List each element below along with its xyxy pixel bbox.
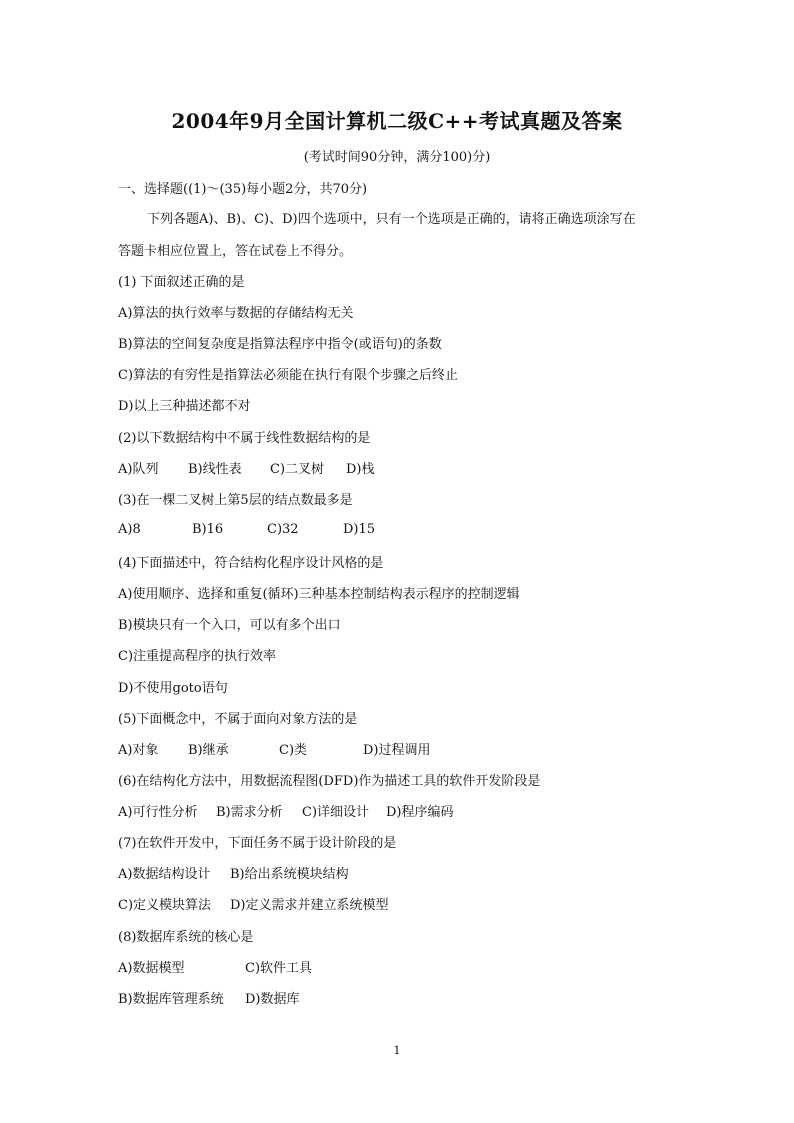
question-5-option-d: D)过程调用 — [363, 743, 431, 758]
question-5-options — [118, 739, 431, 758]
question-7-option-b: B)给出系统模块结构 — [230, 867, 349, 882]
question-5-option-b: B)继承 — [188, 743, 229, 758]
question-4-option-d: D)不使用goto语句 — [118, 681, 228, 696]
question-7-options-row-2 — [118, 894, 389, 913]
question-1-option-c: C)算法的有穷性是指算法必须能在执行有限个步骤之后终止 — [118, 368, 459, 383]
question-3-option-d: D)15 — [343, 522, 376, 537]
question-1-option-d: D)以上三种描述都不对 — [118, 399, 251, 414]
question-3-stem: (3)在一棵二叉树上第5层的结点数最多是 — [118, 493, 353, 508]
question-5-option-a: A)对象 — [118, 743, 159, 758]
question-7-stem: (7)在软件开发中，下面任务不属于设计阶段的是 — [118, 836, 397, 851]
question-7-options-row-1 — [118, 863, 349, 882]
question-5-stem: (5)下面概念中，不属于面向对象方法的是 — [118, 712, 358, 727]
question-8-stem: (8)数据库系统的核心是 — [118, 930, 254, 945]
question-3-option-c: C)32 — [267, 522, 299, 537]
question-1-option-a: A)算法的执行效率与数据的存储结构无关 — [118, 306, 354, 321]
question-6-options — [118, 801, 454, 820]
question-4-stem: (4)下面描述中，符合结构化程序设计风格的是 — [118, 556, 384, 571]
question-7-option-d: D)定义需求并建立系统模型 — [230, 898, 389, 913]
question-2-options — [118, 458, 375, 477]
question-3-options — [118, 522, 375, 537]
question-4-option-c: C)注重提高程序的执行效率 — [118, 649, 277, 664]
question-6-option-a: A)可行性分析 — [118, 805, 198, 820]
question-3-option-b: B)16 — [192, 522, 224, 537]
question-8-option-a: A)数据模型 — [118, 961, 185, 976]
question-6-option-b: B)需求分析 — [216, 805, 283, 820]
question-8-options-row-2 — [118, 988, 300, 1007]
question-3-option-a: A)8 — [118, 522, 141, 537]
question-5-option-c: C)类 — [279, 743, 308, 758]
question-6-option-c: C)详细设计 — [302, 805, 370, 820]
question-2-option-b: B)线性表 — [188, 462, 242, 477]
question-2-option-c: C)二叉树 — [270, 462, 325, 477]
question-2-option-d: D)栈 — [346, 462, 375, 477]
question-8-option-d: D)数据库 — [245, 992, 300, 1007]
question-8-option-b: B)数据库管理系统 — [118, 992, 224, 1007]
question-6-stem: (6)在结构化方法中，用数据流程图(DFD)作为描述工具的软件开发阶段是 — [118, 774, 541, 789]
instructions-line-1: 下列各题A)、B)、C)、D)四个选项中，只有一个选项是正确的，请将正确选项涂写在 — [147, 212, 636, 227]
instructions-line-2: 答题卡相应位置上，答在试卷上不得分。 — [118, 244, 353, 259]
question-1-option-b: B)算法的空间复杂度是指算法程序中指令(或语句)的条数 — [118, 337, 442, 352]
question-1-stem: (1) 下面叙述正确的是 — [118, 275, 245, 290]
question-6-option-d: D)程序编码 — [386, 805, 454, 820]
question-2-option-a: A)队列 — [118, 462, 159, 477]
question-7-option-c: C)定义模块算法 — [118, 898, 212, 913]
document-subtitle: (考试时间90分钟，满分100)分) — [303, 150, 491, 165]
question-4-option-a: A)使用顺序、选择和重复(循环)三种基本控制结构表示程序的控制逻辑 — [118, 587, 520, 602]
question-8-option-c: C)软件工具 — [245, 961, 313, 976]
question-7-option-a: A)数据结构设计 — [118, 867, 211, 882]
document-title: 2004年9月全国计算机二级C++考试真题及答案 — [171, 109, 623, 133]
question-8-options-row-1 — [118, 957, 312, 976]
page-number: 1 — [393, 1044, 401, 1057]
question-2-stem: (2)以下数据结构中不属于线性数据结构的是 — [118, 431, 371, 446]
question-4-option-b: B)模块只有一个入口，可以有多个出口 — [118, 618, 341, 633]
section-heading: 一、选择题((1)～(35)每小题2分，共70分) — [118, 182, 368, 197]
